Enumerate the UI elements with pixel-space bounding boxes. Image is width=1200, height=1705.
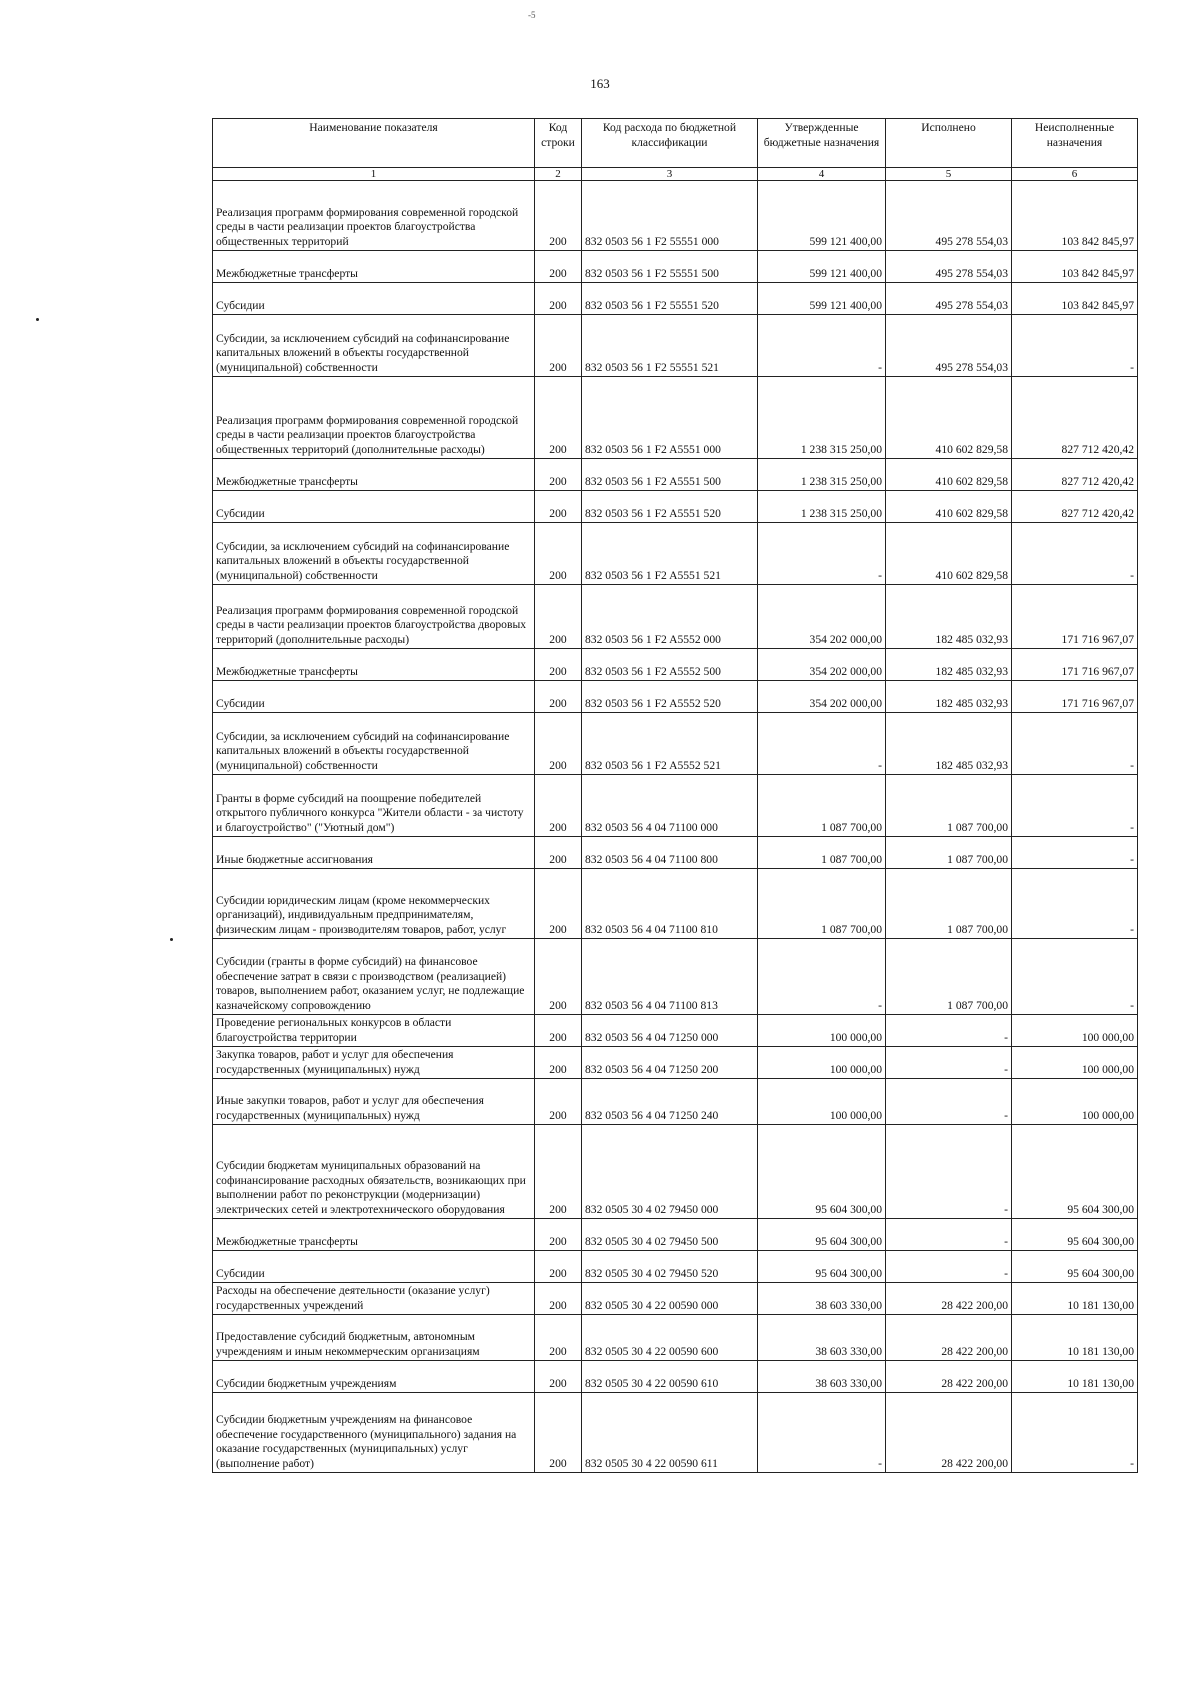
row-approved: 1 087 700,00	[758, 775, 886, 837]
table-row	[213, 491, 1138, 523]
column-number: 5	[886, 168, 1012, 181]
row-name: Расходы на обеспечение деятельности (оказание услуг) государственных учреждений	[213, 1283, 535, 1315]
row-unexecuted: 171 716 967,07	[1012, 585, 1138, 649]
column-number: 2	[535, 168, 582, 181]
row-name: Субсидии бюджетным учреждениям на финансовое обеспечение государственного (муниципального) задания на оказание государственных (муниципальных) услуг (выполнение работ)	[213, 1393, 535, 1473]
row-name: Субсидии (гранты в форме субсидий) на финансовое обеспечение затрат в связи с производством (реализацией) товаров, выполнением работ, оказанием услуг, не подлежащие казначейскому сопровождению	[213, 939, 535, 1015]
row-executed: -	[886, 1219, 1012, 1251]
row-line-code: 200	[535, 1361, 582, 1393]
row-executed: 28 422 200,00	[886, 1283, 1012, 1315]
row-unexecuted: -	[1012, 523, 1138, 585]
row-executed: -	[886, 1251, 1012, 1283]
row-name: Субсидии	[213, 1251, 535, 1283]
row-approved: -	[758, 713, 886, 775]
row-executed: -	[886, 1047, 1012, 1079]
row-unexecuted: 827 712 420,42	[1012, 459, 1138, 491]
row-name: Проведение региональных конкурсов в области благоустройства территории	[213, 1015, 535, 1047]
table-row	[213, 1079, 1138, 1125]
row-budget-code: 832 0503 56 1 F2 A5551 000	[582, 377, 758, 459]
row-budget-code: 832 0505 30 4 22 00590 610	[582, 1361, 758, 1393]
row-approved: 1 238 315 250,00	[758, 459, 886, 491]
row-approved: 1 238 315 250,00	[758, 491, 886, 523]
row-executed: 495 278 554,03	[886, 315, 1012, 377]
table-row	[213, 315, 1138, 377]
row-executed: 1 087 700,00	[886, 869, 1012, 939]
row-budget-code: 832 0505 30 4 22 00590 000	[582, 1283, 758, 1315]
row-executed: 410 602 829,58	[886, 523, 1012, 585]
header-budget-code: Код расхода по бюджетной классификации	[582, 119, 758, 168]
page-number: 163	[590, 76, 610, 91]
page-mark: -5	[528, 10, 536, 20]
row-line-code: 200	[535, 837, 582, 869]
row-unexecuted: 95 604 300,00	[1012, 1125, 1138, 1219]
row-budget-code: 832 0505 30 4 02 79450 500	[582, 1219, 758, 1251]
table-row	[213, 1125, 1138, 1219]
row-name: Межбюджетные трансферты	[213, 649, 535, 681]
row-unexecuted: -	[1012, 939, 1138, 1015]
row-name: Субсидии бюджетам муниципальных образований на софинансирование расходных обязательств, возникающих при выполнении работ по реконструкции (модернизации) электрических сетей и электротехнического оборудования	[213, 1125, 535, 1219]
row-budget-code: 832 0505 30 4 02 79450 520	[582, 1251, 758, 1283]
row-line-code: 200	[535, 1251, 582, 1283]
row-line-code: 200	[535, 1079, 582, 1125]
row-unexecuted: 827 712 420,42	[1012, 491, 1138, 523]
row-line-code: 200	[535, 939, 582, 1015]
row-approved: 38 603 330,00	[758, 1361, 886, 1393]
row-approved: 354 202 000,00	[758, 649, 886, 681]
budget-execution-table	[212, 118, 1138, 1473]
row-line-code: 200	[535, 459, 582, 491]
row-budget-code: 832 0503 56 4 04 71250 240	[582, 1079, 758, 1125]
row-unexecuted: 103 842 845,97	[1012, 181, 1138, 251]
table-row	[213, 523, 1138, 585]
table-row	[213, 377, 1138, 459]
header-line-code: Код строки	[535, 119, 582, 168]
row-executed: 182 485 032,93	[886, 681, 1012, 713]
row-executed: 495 278 554,03	[886, 181, 1012, 251]
row-unexecuted: 103 842 845,97	[1012, 251, 1138, 283]
row-unexecuted: -	[1012, 775, 1138, 837]
row-budget-code: 832 0505 30 4 22 00590 600	[582, 1315, 758, 1361]
row-budget-code: 832 0503 56 4 04 71100 810	[582, 869, 758, 939]
table-row	[213, 681, 1138, 713]
row-line-code: 200	[535, 649, 582, 681]
row-executed: -	[886, 1079, 1012, 1125]
table-row	[213, 283, 1138, 315]
scan-speck	[170, 938, 173, 941]
row-line-code: 200	[535, 315, 582, 377]
table-row	[213, 181, 1138, 251]
table-header-row	[213, 119, 1138, 168]
table-row	[213, 1047, 1138, 1079]
row-approved: 100 000,00	[758, 1015, 886, 1047]
row-approved: 95 604 300,00	[758, 1125, 886, 1219]
row-approved: 38 603 330,00	[758, 1283, 886, 1315]
row-executed: 28 422 200,00	[886, 1361, 1012, 1393]
row-name: Реализация программ формирования современной городской среды в части реализации проектов благоустройства общественных территорий	[213, 181, 535, 251]
row-name: Субсидии, за исключением субсидий на софинансирование капитальных вложений в объекты государственной (муниципальной) собственности	[213, 315, 535, 377]
row-name: Субсидии	[213, 283, 535, 315]
row-executed: 182 485 032,93	[886, 585, 1012, 649]
row-executed: -	[886, 1015, 1012, 1047]
table-row	[213, 1315, 1138, 1361]
row-name: Иные бюджетные ассигнования	[213, 837, 535, 869]
row-line-code: 200	[535, 283, 582, 315]
row-executed: 182 485 032,93	[886, 649, 1012, 681]
table-row	[213, 1393, 1138, 1473]
row-line-code: 200	[535, 251, 582, 283]
row-budget-code: 832 0505 30 4 22 00590 611	[582, 1393, 758, 1473]
row-line-code: 200	[535, 491, 582, 523]
row-approved: 1 238 315 250,00	[758, 377, 886, 459]
row-line-code: 200	[535, 713, 582, 775]
table-row	[213, 837, 1138, 869]
row-approved: 1 087 700,00	[758, 837, 886, 869]
row-executed: 495 278 554,03	[886, 251, 1012, 283]
row-budget-code: 832 0503 56 4 04 71100 813	[582, 939, 758, 1015]
row-name: Реализация программ формирования современной городской среды в части реализации проектов благоустройства общественных территорий (дополнительные расходы)	[213, 377, 535, 459]
row-budget-code: 832 0503 56 1 F2 A5551 521	[582, 523, 758, 585]
row-budget-code: 832 0503 56 1 F2 55551 500	[582, 251, 758, 283]
row-budget-code: 832 0503 56 1 F2 55551 000	[582, 181, 758, 251]
row-unexecuted: -	[1012, 315, 1138, 377]
table-row	[213, 459, 1138, 491]
table-row	[213, 775, 1138, 837]
header-executed: Исполнено	[886, 119, 1012, 168]
row-name: Гранты в форме субсидий на поощрение победителей открытого публичного конкурса "Жители области - за чистоту и благоустройство" ("Уютный дом")	[213, 775, 535, 837]
row-unexecuted: 171 716 967,07	[1012, 649, 1138, 681]
row-budget-code: 832 0503 56 4 04 71250 200	[582, 1047, 758, 1079]
row-unexecuted: 100 000,00	[1012, 1047, 1138, 1079]
table-row	[213, 939, 1138, 1015]
table-row	[213, 585, 1138, 649]
row-budget-code: 832 0503 56 1 F2 55551 521	[582, 315, 758, 377]
row-budget-code: 832 0503 56 4 04 71100 000	[582, 775, 758, 837]
row-approved: 599 121 400,00	[758, 251, 886, 283]
scan-speck	[36, 318, 39, 321]
row-name: Межбюджетные трансферты	[213, 1219, 535, 1251]
column-number: 3	[582, 168, 758, 181]
row-name: Иные закупки товаров, работ и услуг для обеспечения государственных (муниципальных) нужд	[213, 1079, 535, 1125]
table-row	[213, 649, 1138, 681]
row-unexecuted: 827 712 420,42	[1012, 377, 1138, 459]
row-line-code: 200	[535, 681, 582, 713]
row-name: Реализация программ формирования современной городской среды в части реализации проектов благоустройства дворовых территорий (дополнительные расходы)	[213, 585, 535, 649]
row-unexecuted: -	[1012, 869, 1138, 939]
row-line-code: 200	[535, 869, 582, 939]
header-approved: Утвержденные бюджетные назначения	[758, 119, 886, 168]
row-unexecuted: 10 181 130,00	[1012, 1315, 1138, 1361]
row-approved: 1 087 700,00	[758, 869, 886, 939]
column-number: 6	[1012, 168, 1138, 181]
header-name: Наименование показателя	[213, 119, 535, 168]
row-approved: 95 604 300,00	[758, 1251, 886, 1283]
row-budget-code: 832 0503 56 1 F2 A5552 521	[582, 713, 758, 775]
row-unexecuted: 100 000,00	[1012, 1015, 1138, 1047]
column-number: 1	[213, 168, 535, 181]
row-budget-code: 832 0503 56 1 F2 A5552 000	[582, 585, 758, 649]
row-budget-code: 832 0503 56 1 F2 A5551 500	[582, 459, 758, 491]
row-line-code: 200	[535, 775, 582, 837]
row-approved: -	[758, 523, 886, 585]
row-executed: 1 087 700,00	[886, 837, 1012, 869]
row-line-code: 200	[535, 1219, 582, 1251]
row-line-code: 200	[535, 181, 582, 251]
row-line-code: 200	[535, 1393, 582, 1473]
row-name: Закупка товаров, работ и услуг для обеспечения государственных (муниципальных) нужд	[213, 1047, 535, 1079]
row-name: Субсидии	[213, 681, 535, 713]
row-unexecuted: 95 604 300,00	[1012, 1219, 1138, 1251]
header-unexecuted: Неисполненные назначения	[1012, 119, 1138, 168]
row-unexecuted: 10 181 130,00	[1012, 1283, 1138, 1315]
row-executed: 410 602 829,58	[886, 459, 1012, 491]
row-line-code: 200	[535, 585, 582, 649]
table-row	[213, 1283, 1138, 1315]
row-line-code: 200	[535, 1283, 582, 1315]
row-budget-code: 832 0503 56 4 04 71100 800	[582, 837, 758, 869]
row-budget-code: 832 0503 56 1 F2 55551 520	[582, 283, 758, 315]
row-line-code: 200	[535, 1015, 582, 1047]
row-unexecuted: -	[1012, 837, 1138, 869]
row-name: Субсидии, за исключением субсидий на софинансирование капитальных вложений в объекты государственной (муниципальной) собственности	[213, 523, 535, 585]
row-approved: 599 121 400,00	[758, 283, 886, 315]
row-budget-code: 832 0503 56 1 F2 A5551 520	[582, 491, 758, 523]
table-row	[213, 1219, 1138, 1251]
row-line-code: 200	[535, 1125, 582, 1219]
row-name: Межбюджетные трансферты	[213, 459, 535, 491]
row-approved: 38 603 330,00	[758, 1315, 886, 1361]
row-name: Субсидии	[213, 491, 535, 523]
table-row	[213, 869, 1138, 939]
row-name: Субсидии юридическим лицам (кроме некоммерческих организаций), индивидуальным предпринимателям, физическим лицам - производителям товаров, работ, услуг	[213, 869, 535, 939]
row-name: Межбюджетные трансферты	[213, 251, 535, 283]
row-approved: -	[758, 315, 886, 377]
row-unexecuted: -	[1012, 713, 1138, 775]
row-executed: 410 602 829,58	[886, 377, 1012, 459]
row-unexecuted: 171 716 967,07	[1012, 681, 1138, 713]
row-approved: 95 604 300,00	[758, 1219, 886, 1251]
row-approved: -	[758, 939, 886, 1015]
row-unexecuted: 103 842 845,97	[1012, 283, 1138, 315]
table-row	[213, 1251, 1138, 1283]
table-row	[213, 1361, 1138, 1393]
row-approved: -	[758, 1393, 886, 1473]
row-unexecuted: 10 181 130,00	[1012, 1361, 1138, 1393]
row-unexecuted: 100 000,00	[1012, 1079, 1138, 1125]
row-name: Предоставление субсидий бюджетным, автономным учреждениям и иным некоммерческим организациям	[213, 1315, 535, 1361]
row-approved: 354 202 000,00	[758, 585, 886, 649]
table-row	[213, 1015, 1138, 1047]
row-executed: 28 422 200,00	[886, 1315, 1012, 1361]
column-number-row	[213, 168, 1138, 181]
row-budget-code: 832 0503 56 1 F2 A5552 520	[582, 681, 758, 713]
row-executed: 1 087 700,00	[886, 775, 1012, 837]
row-line-code: 200	[535, 1047, 582, 1079]
row-approved: 100 000,00	[758, 1047, 886, 1079]
row-approved: 100 000,00	[758, 1079, 886, 1125]
column-number: 4	[758, 168, 886, 181]
table-body	[213, 181, 1138, 1473]
row-executed: 28 422 200,00	[886, 1393, 1012, 1473]
table-row	[213, 713, 1138, 775]
row-unexecuted: 95 604 300,00	[1012, 1251, 1138, 1283]
row-executed: 1 087 700,00	[886, 939, 1012, 1015]
row-executed: 410 602 829,58	[886, 491, 1012, 523]
row-unexecuted: -	[1012, 1393, 1138, 1473]
row-line-code: 200	[535, 523, 582, 585]
row-name: Субсидии бюджетным учреждениям	[213, 1361, 535, 1393]
row-executed: 182 485 032,93	[886, 713, 1012, 775]
row-executed: 495 278 554,03	[886, 283, 1012, 315]
row-line-code: 200	[535, 377, 582, 459]
row-budget-code: 832 0503 56 4 04 71250 000	[582, 1015, 758, 1047]
row-name: Субсидии, за исключением субсидий на софинансирование капитальных вложений в объекты государственной (муниципальной) собственности	[213, 713, 535, 775]
row-approved: 599 121 400,00	[758, 181, 886, 251]
row-budget-code: 832 0503 56 1 F2 A5552 500	[582, 649, 758, 681]
row-budget-code: 832 0505 30 4 02 79450 000	[582, 1125, 758, 1219]
row-executed: -	[886, 1125, 1012, 1219]
row-approved: 354 202 000,00	[758, 681, 886, 713]
table-row	[213, 251, 1138, 283]
row-line-code: 200	[535, 1315, 582, 1361]
